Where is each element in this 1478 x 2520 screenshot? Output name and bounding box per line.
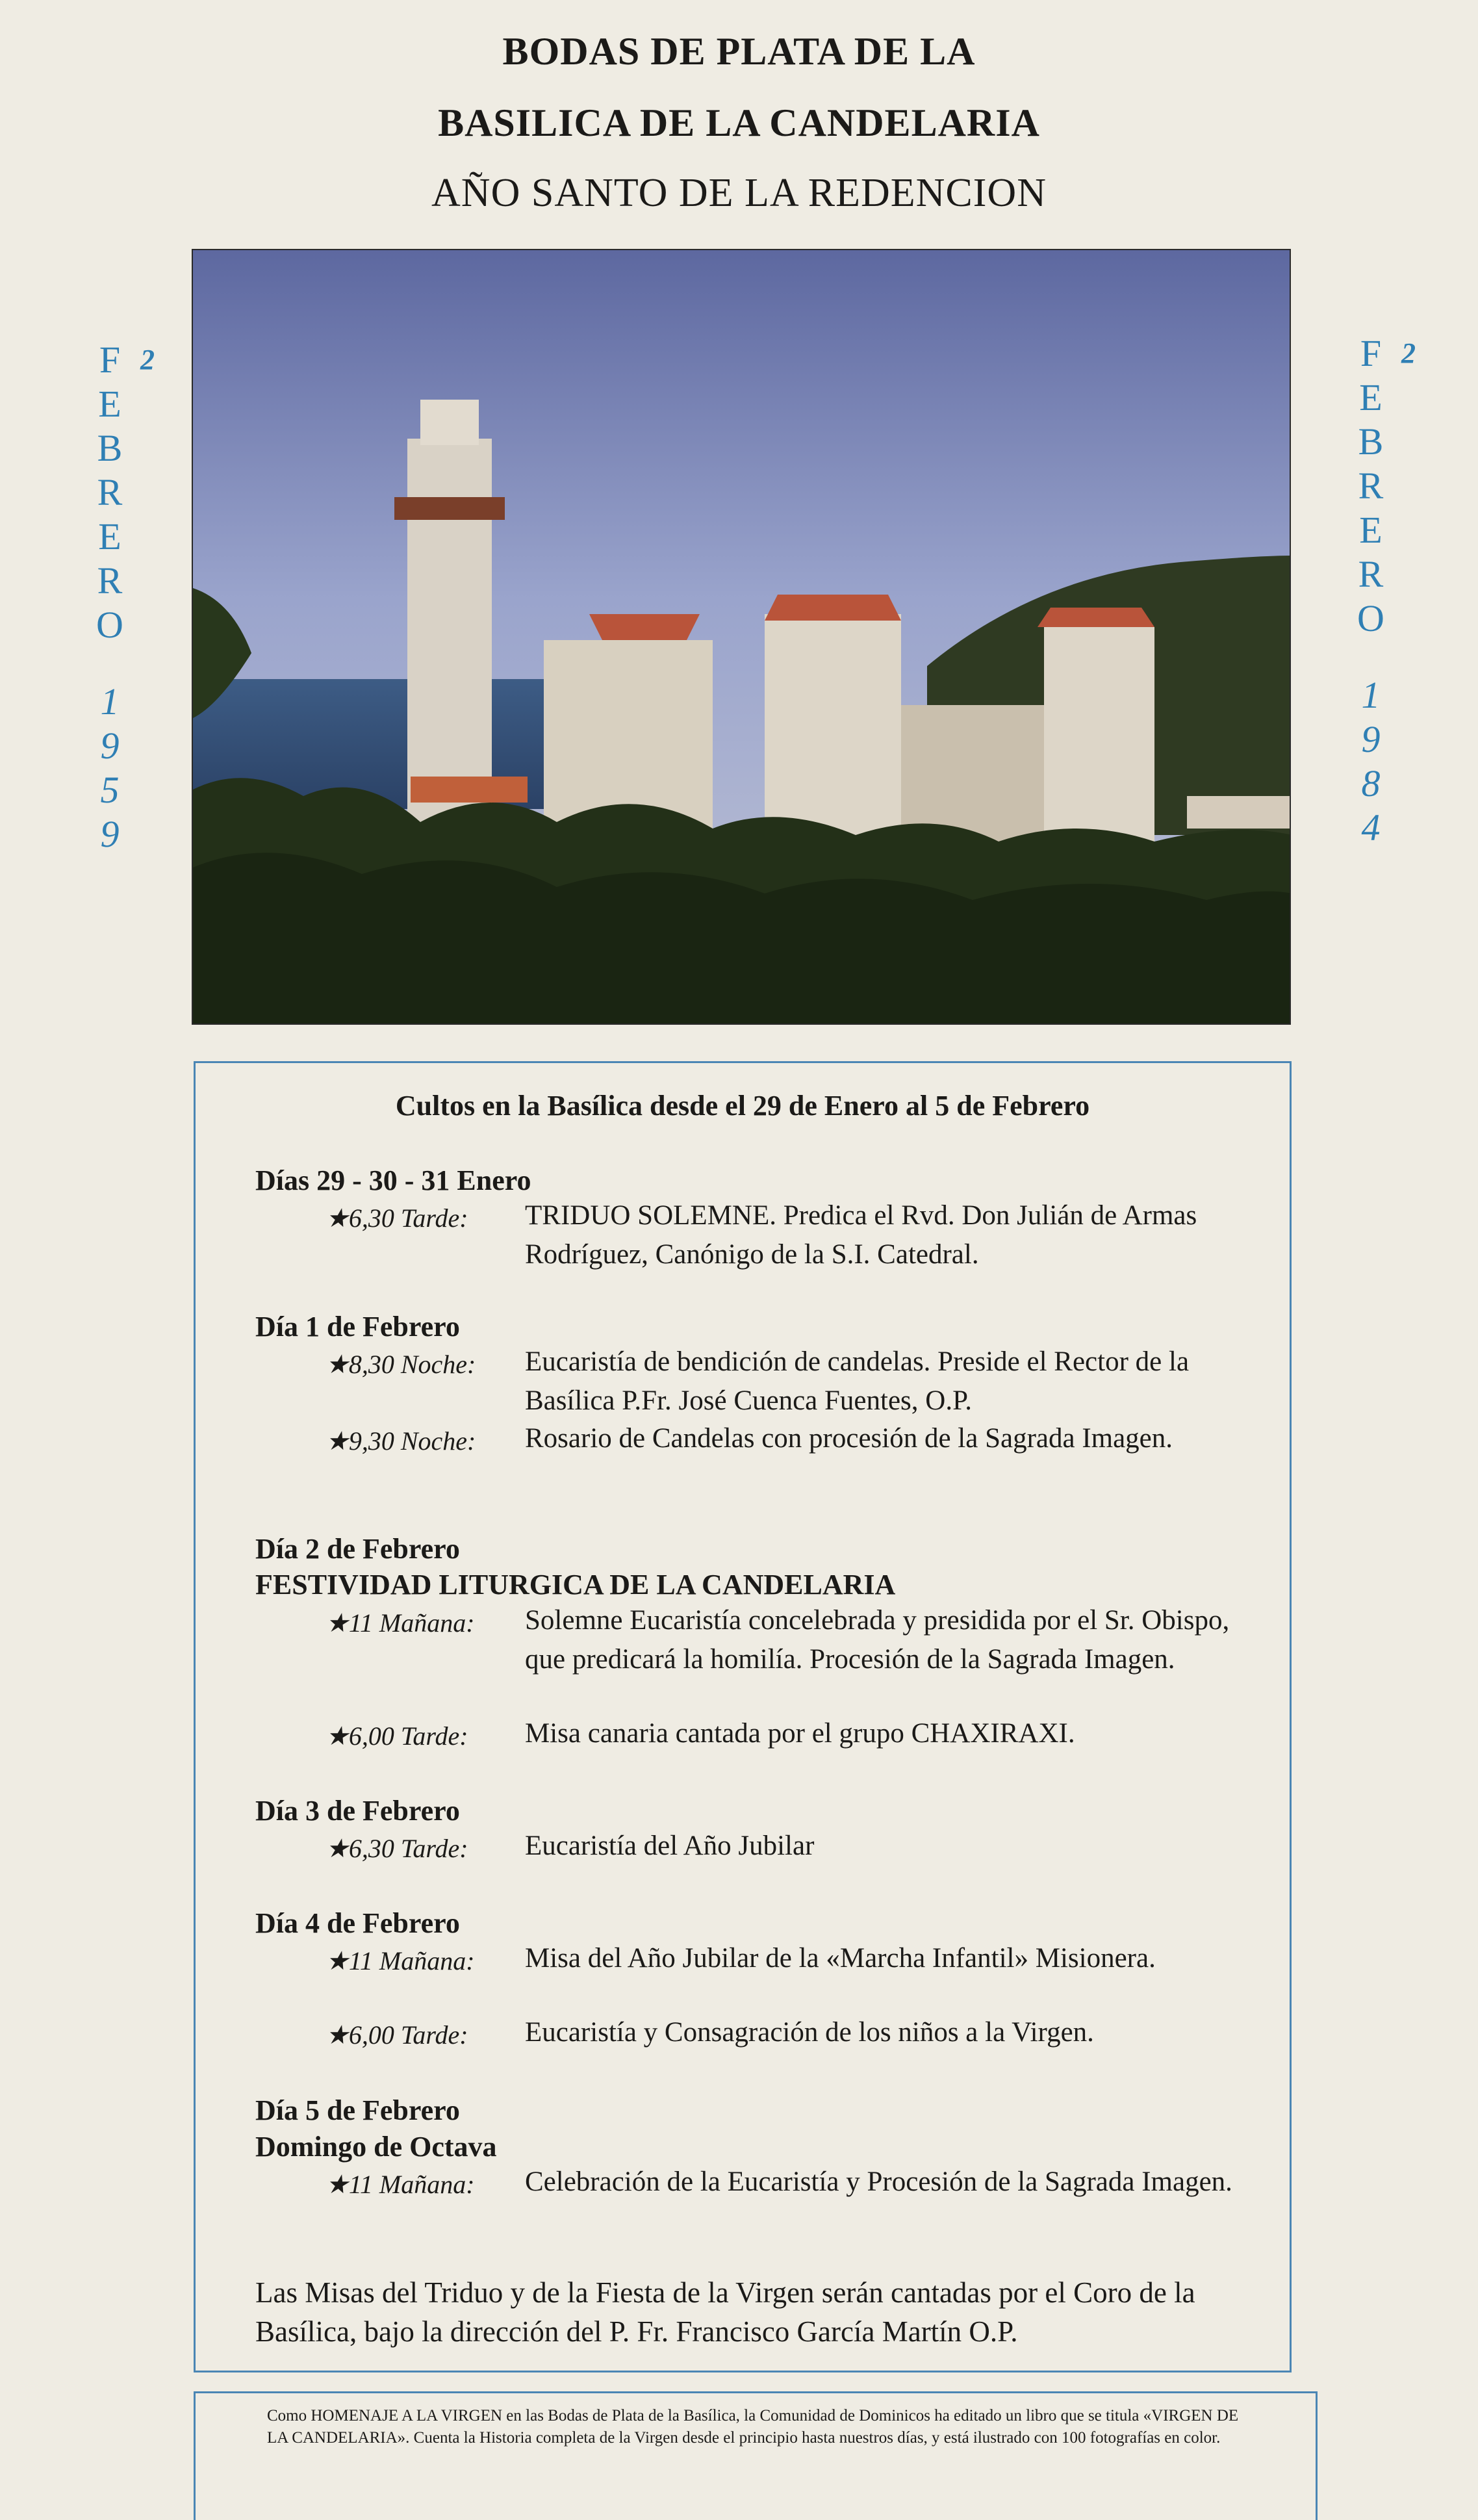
right-month-letter: E: [1359, 376, 1382, 418]
event-time: ★6,00 Tarde:: [325, 1721, 468, 1751]
left-year-digit: 9: [100, 813, 120, 855]
right-month-letter: R: [1358, 553, 1384, 595]
event-description: Eucaristía y Consagración de los niños a la Virgen.: [525, 2017, 1094, 2048]
event-time: ★11 Mañana:: [325, 2170, 475, 2199]
event-time: ★8,30 Noche:: [325, 1350, 476, 1379]
left-month-letter: E: [98, 515, 121, 558]
right-year-digit: 9: [1361, 718, 1381, 760]
left-month-letter: F: [99, 339, 121, 381]
event-time: ★6,30 Tarde:: [325, 1834, 468, 1863]
day-subheading: Domingo de Octava: [255, 2131, 497, 2163]
left-month-letter: R: [97, 559, 123, 602]
left-day: 2: [140, 344, 155, 376]
title-line-1: BODAS DE PLATA DE LA: [502, 30, 976, 73]
right-month-letter: E: [1359, 509, 1382, 551]
left-month-letter: B: [97, 427, 123, 469]
homenaje-text: Como HOMENAJE A LA VIRGEN en las Bodas de Plata de la Basílica, la Comunidad de Dominicos ha editado un libro que se titula «VIRGEN DE LA CANDELARIA». Cuenta la Historia completa de la Virgen desde el principio hasta nuestros días, y está ilustrado con 100 fotografías en color.: [267, 2407, 1239, 2447]
event-time: ★6,00 Tarde:: [325, 2020, 468, 2050]
event-time: ★6,30 Tarde:: [325, 1203, 468, 1233]
right-year-digit: 8: [1361, 762, 1381, 804]
right-year-digit: 4: [1361, 806, 1381, 849]
day-heading: Día 1 de Febrero: [255, 1311, 460, 1343]
event-description: TRIDUO SOLEMNE. Predica el Rvd. Don Julián de Armas Rodríguez, Canónigo de la S.I. Catedral.: [525, 1200, 1197, 1270]
title-line-3: AÑO SANTO DE LA REDENCION: [431, 171, 1047, 215]
day-heading: Día 2 de Febrero: [255, 1533, 460, 1565]
left-year-digit: 5: [100, 769, 120, 811]
right-month-letter: F: [1360, 332, 1382, 374]
left-month-letter: R: [97, 471, 123, 513]
basilica-photo: [192, 249, 1291, 1025]
choir-note: Las Misas del Triduo y de la Fiesta de la Virgen serán cantadas por el Coro de la Basílica, bajo la dirección del P. Fr. Francisco García Martín O.P.: [255, 2276, 1195, 2348]
left-month-letter: E: [98, 383, 121, 425]
right-month-letter: O: [1357, 597, 1384, 639]
right-year-digit: 1: [1361, 674, 1381, 716]
event-description: Celebración de la Eucaristía y Procesión de la Sagrada Imagen.: [525, 2166, 1232, 2197]
left-date-column: [81, 338, 155, 856]
right-month-letter: B: [1358, 420, 1384, 463]
event-description: Solemne Eucaristía concelebrada y presidida por el Sr. Obispo, que predicará la homilía. Procesión de la Sagrada Imagen.: [525, 1605, 1230, 1675]
event-time: ★11 Mañana:: [325, 1946, 475, 1975]
right-day: 2: [1401, 337, 1416, 369]
left-month-letter: O: [96, 604, 123, 646]
right-date-column: [1342, 331, 1416, 850]
homenaje-box: [194, 2391, 1318, 2520]
day-heading: Día 5 de Febrero: [255, 2094, 460, 2126]
event-time: ★9,30 Noche:: [325, 1426, 476, 1456]
day-heading: Días 29 - 30 - 31 Enero: [255, 1164, 531, 1196]
event-description: Eucaristía de bendición de candelas. Preside el Rector de la Basílica P.Fr. José Cuenca Fuentes, O.P.: [525, 1346, 1190, 1416]
event-description: Rosario de Candelas con procesión de la Sagrada Imagen.: [525, 1423, 1173, 1454]
right-month-letter: R: [1358, 465, 1384, 507]
program-title: Cultos en la Basílica desde el 29 de Enero al 5 de Febrero: [395, 1090, 1090, 1122]
event-description: Eucaristía del Año Jubilar: [525, 1831, 815, 1861]
left-year-digit: 1: [100, 680, 120, 723]
day-heading: Día 3 de Febrero: [255, 1795, 460, 1827]
program-box: [194, 1061, 1292, 2372]
day-heading: Día 4 de Febrero: [255, 1907, 460, 1939]
event-description: Misa del Año Jubilar de la «Marcha Infantil» Misionera.: [525, 1943, 1156, 1974]
title-line-2: BASILICA DE LA CANDELARIA: [438, 101, 1040, 144]
event-description: Misa canaria cantada por el grupo CHAXIRAXI.: [525, 1718, 1075, 1749]
day-subheading: FESTIVIDAD LITURGICA DE LA CANDELARIA: [255, 1569, 896, 1601]
event-time: ★11 Mañana:: [325, 1608, 475, 1638]
left-year-digit: 9: [100, 725, 120, 767]
